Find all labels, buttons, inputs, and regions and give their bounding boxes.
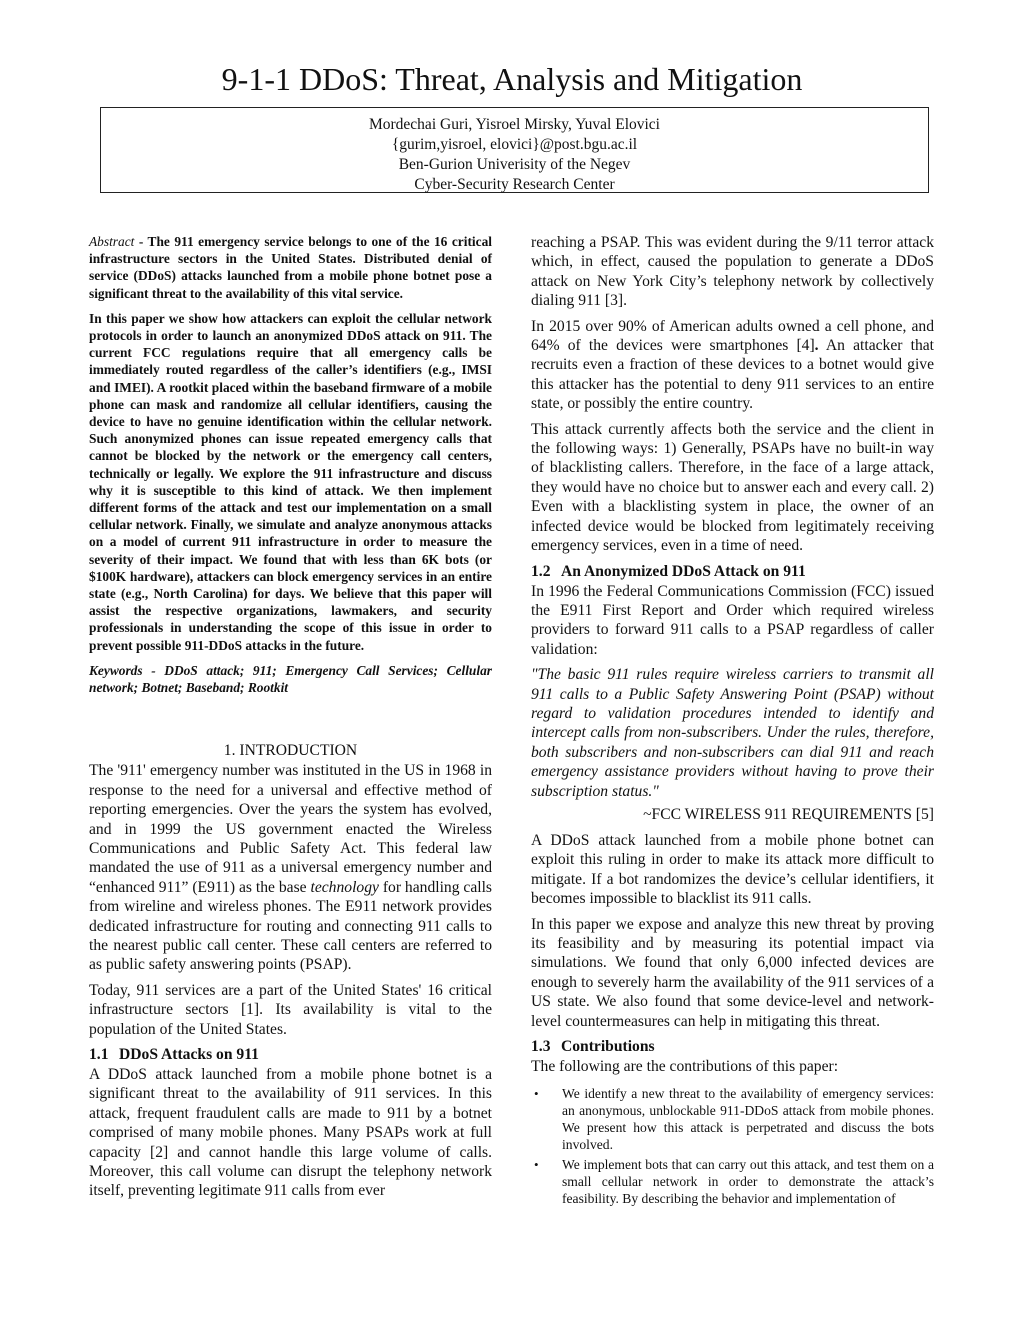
abstract-paragraph-2: In this paper we show how attackers can exploit the cellular network protocols in order to launch an anonymized DDoS attack on 911. The current FCC regulations require that all emergency calls be immediately routed regardless of the caller’s identifiers (e.g., IMSI and IMEI). A rootkit placed within the baseband firmware of a mobile phone can mask and randomize all cellular identifiers, causing the device to have no genuine identification within the cellular network. Such anonymized phones can issue repeated emergency calls that cannot be blocked by the network or the emergency call centers, technically or legally. We explore the 911 infrastructure and discuss why it is susceptible to this kind of attack. We then implement different forms of the attack and test our implementation on a small cellular network. Finally, we simulate and analyze anonymous attacks on a model of current 911 infrastructure in order to measure the severity of their impact. We found that with less than 6K bots (or $100K hardware), attackers can block emergency services in an entire state (e.g., North Carolina) for days. We believe that this paper will assist the respective organizations, lawmakers, and security professionals in understanding the scope of this issue in order to prevent possible 911-DDoS attacks in the future. [89,310,492,653]
abstract-text-1: - The 911 emergency service belongs to one of the 16 critical infrastructure sectors in the United States. Distributed denial of service (DDoS) attacks launched from a mobile phone botnet pose a significant threat to the availability of this vital service. [89,234,492,301]
author-names: Mordechai Guri, Yisroel Mirsky, Yuval Elovici [368,116,660,133]
left-column [89,233,492,1207]
abstract-label: Abstract [89,234,135,249]
keywords: Keywords - DDoS attack; 911; Emergency Call Services; Cellular network; Botnet; Baseband; Rootkit [89,662,492,696]
s11-p3-bold: . [814,337,819,355]
list-item [531,1086,934,1153]
subsection-number: 1.3 [531,1038,551,1056]
author-center: Cyber-Security Research Center [414,176,615,193]
intro-emphasis: technology [310,878,379,896]
s12-paragraph-1: In 1996 the Federal Communications Commission (FCC) issued the E911 First Report and Order which required wireless providers to forward 911 calls to a PSAP regardless of caller validation: [531,582,934,658]
section-heading-introduction: 1. INTRODUCTION [223,742,358,760]
author-emails: {gurim,yisroel, elovici}@post.bgu.ac.il [391,136,638,153]
subsection-title: DDoS Attacks on 911 [119,1045,259,1063]
s11-p3-text-a: In 2015 over 90% of American adults owned a cell phone, and 64% of the devices were smartphones [4] [531,317,934,355]
author-affiliation: Ben-Gurion Univerisity of the Negev [398,156,631,173]
abstract-paragraph-1 [89,233,492,302]
s12-paragraph-3: In this paper we expose and analyze this new threat by proving its feasibility and by measuring its potential impact via simulations. We found that only 6,000 infected devices are enough to severely harm the availability of the 911 services of a US state. We also found that some device-level and network-level countermeasures can help in mitigating this threat. [531,915,934,1030]
contributions-list [531,1086,934,1207]
paper-title: 9-1-1 DDoS: Threat, Analysis and Mitigation [221,61,803,97]
s11-p3-text-b: An attacker that recruits even a fraction of these devices to a botnet would give this attacker has the potential to deny 911 services to an entire state, or possibly the entire country. [531,337,934,413]
quote-citation: ~FCC WIRELESS 911 REQUIREMENTS [5] [643,805,934,823]
list-item-text: We identify a new threat to the availability of emergency services: an anonymous, unblockable 911-DDoS attack from mobile phones. We present how this attack is perpetrated and discuss the bots involved. [562,1086,934,1152]
subsection-heading-1-3 [531,1037,934,1057]
right-column [531,233,934,1211]
subsection-heading-1-1 [89,1045,492,1065]
intro-text-b: for handling calls from wireline and wireless phones. The E911 network provides dedicated infrastructure for routing and connecting 911 calls to the nearest public call center. These call centers are referred to as public safety answering points (PSAP). [89,878,492,974]
intro-paragraph-2: Today, 911 services are a part of the United States' 16 critical infrastructure sectors [1]. Its availability is vital to the population of the United States. [89,981,492,1038]
intro-text-a: The '911' emergency number was instituted in the US in 1968 in response to the need for a universal and effective method of reporting emergencies. Over the years the system has evolved, and in 1999 the US government enacted the Wireless Communications and Public Safety Act. This federal law mandated the use of 911 as a universal emergency number and “enhanced 911” (E911) as the base [89,762,492,896]
list-item-text: We implement bots that can carry out this attack, and test them on a small cellular network in order to demonstrate the attack’s feasibility. By describing the behavior and implementation of [562,1157,934,1206]
s12-paragraph-2: A DDoS attack launched from a mobile phone botnet can exploit this ruling in order to make its attack more difficult to mitigate. If a bot randomizes the device’s cellular identifiers, it becomes impossible to blacklist its 911 calls. [531,831,934,908]
subsection-number: 1.1 [89,1045,109,1063]
s11-paragraph-1: A DDoS attack launched from a mobile phone botnet is a significant threat to the availability of 911 services. In this attack, frequent fraudulent calls are made to 911 by a botnet comprised of many mobile phones. Many PSAPs work at full capacity [2] and cannot handle this large volume of calls. Moreover, this call volume can disrupt the telephony network itself, preventing legitimate 911 calls from ever [89,1065,492,1200]
subsection-title: An Anonymized DDoS Attack on 911 [561,562,806,580]
bullet-icon: • [534,1086,539,1102]
subsection-heading-1-2 [531,562,934,582]
fcc-quote: "The basic 911 rules require wireless carriers to transmit all 911 calls to a Public Safety Answering Point (PSAP) without regard to validation procedures intended to identify and intercept calls from non-subscribers. Under the rules, therefore, both subscribers and non-subscribers can dial 911 and reach emergency assistance providers without having to prove their subscription status." [531,666,934,800]
subsection-title: Contributions [561,1038,655,1056]
subsection-number: 1.2 [531,562,551,580]
contributions-intro: The following are the contributions of this paper: [531,1058,839,1076]
s11-paragraph-2: reaching a PSAP. This was evident during the 9/11 terror attack which, in effect, caused the population to generate a DDoS attack on New York City’s telephony network by collectively dialing 911 [3]. [531,234,934,310]
intro-paragraph-1 [89,761,492,974]
list-item [531,1157,934,1207]
s11-paragraph-4: This attack currently affects both the service and the client in the following ways: 1) Generally, PSAPs have no built-in way of blacklisting callers. Therefore, in the face of a large attack, they would have no choice but to answer each and every call. 2) Even with a blacklisting system in place, the owner of an infected device would be blocked from legitimately receiving emergency services, even in a time of need. [531,420,934,555]
s11-paragraph-3 [531,317,934,414]
author-block [100,107,929,193]
bullet-icon: • [534,1157,539,1173]
